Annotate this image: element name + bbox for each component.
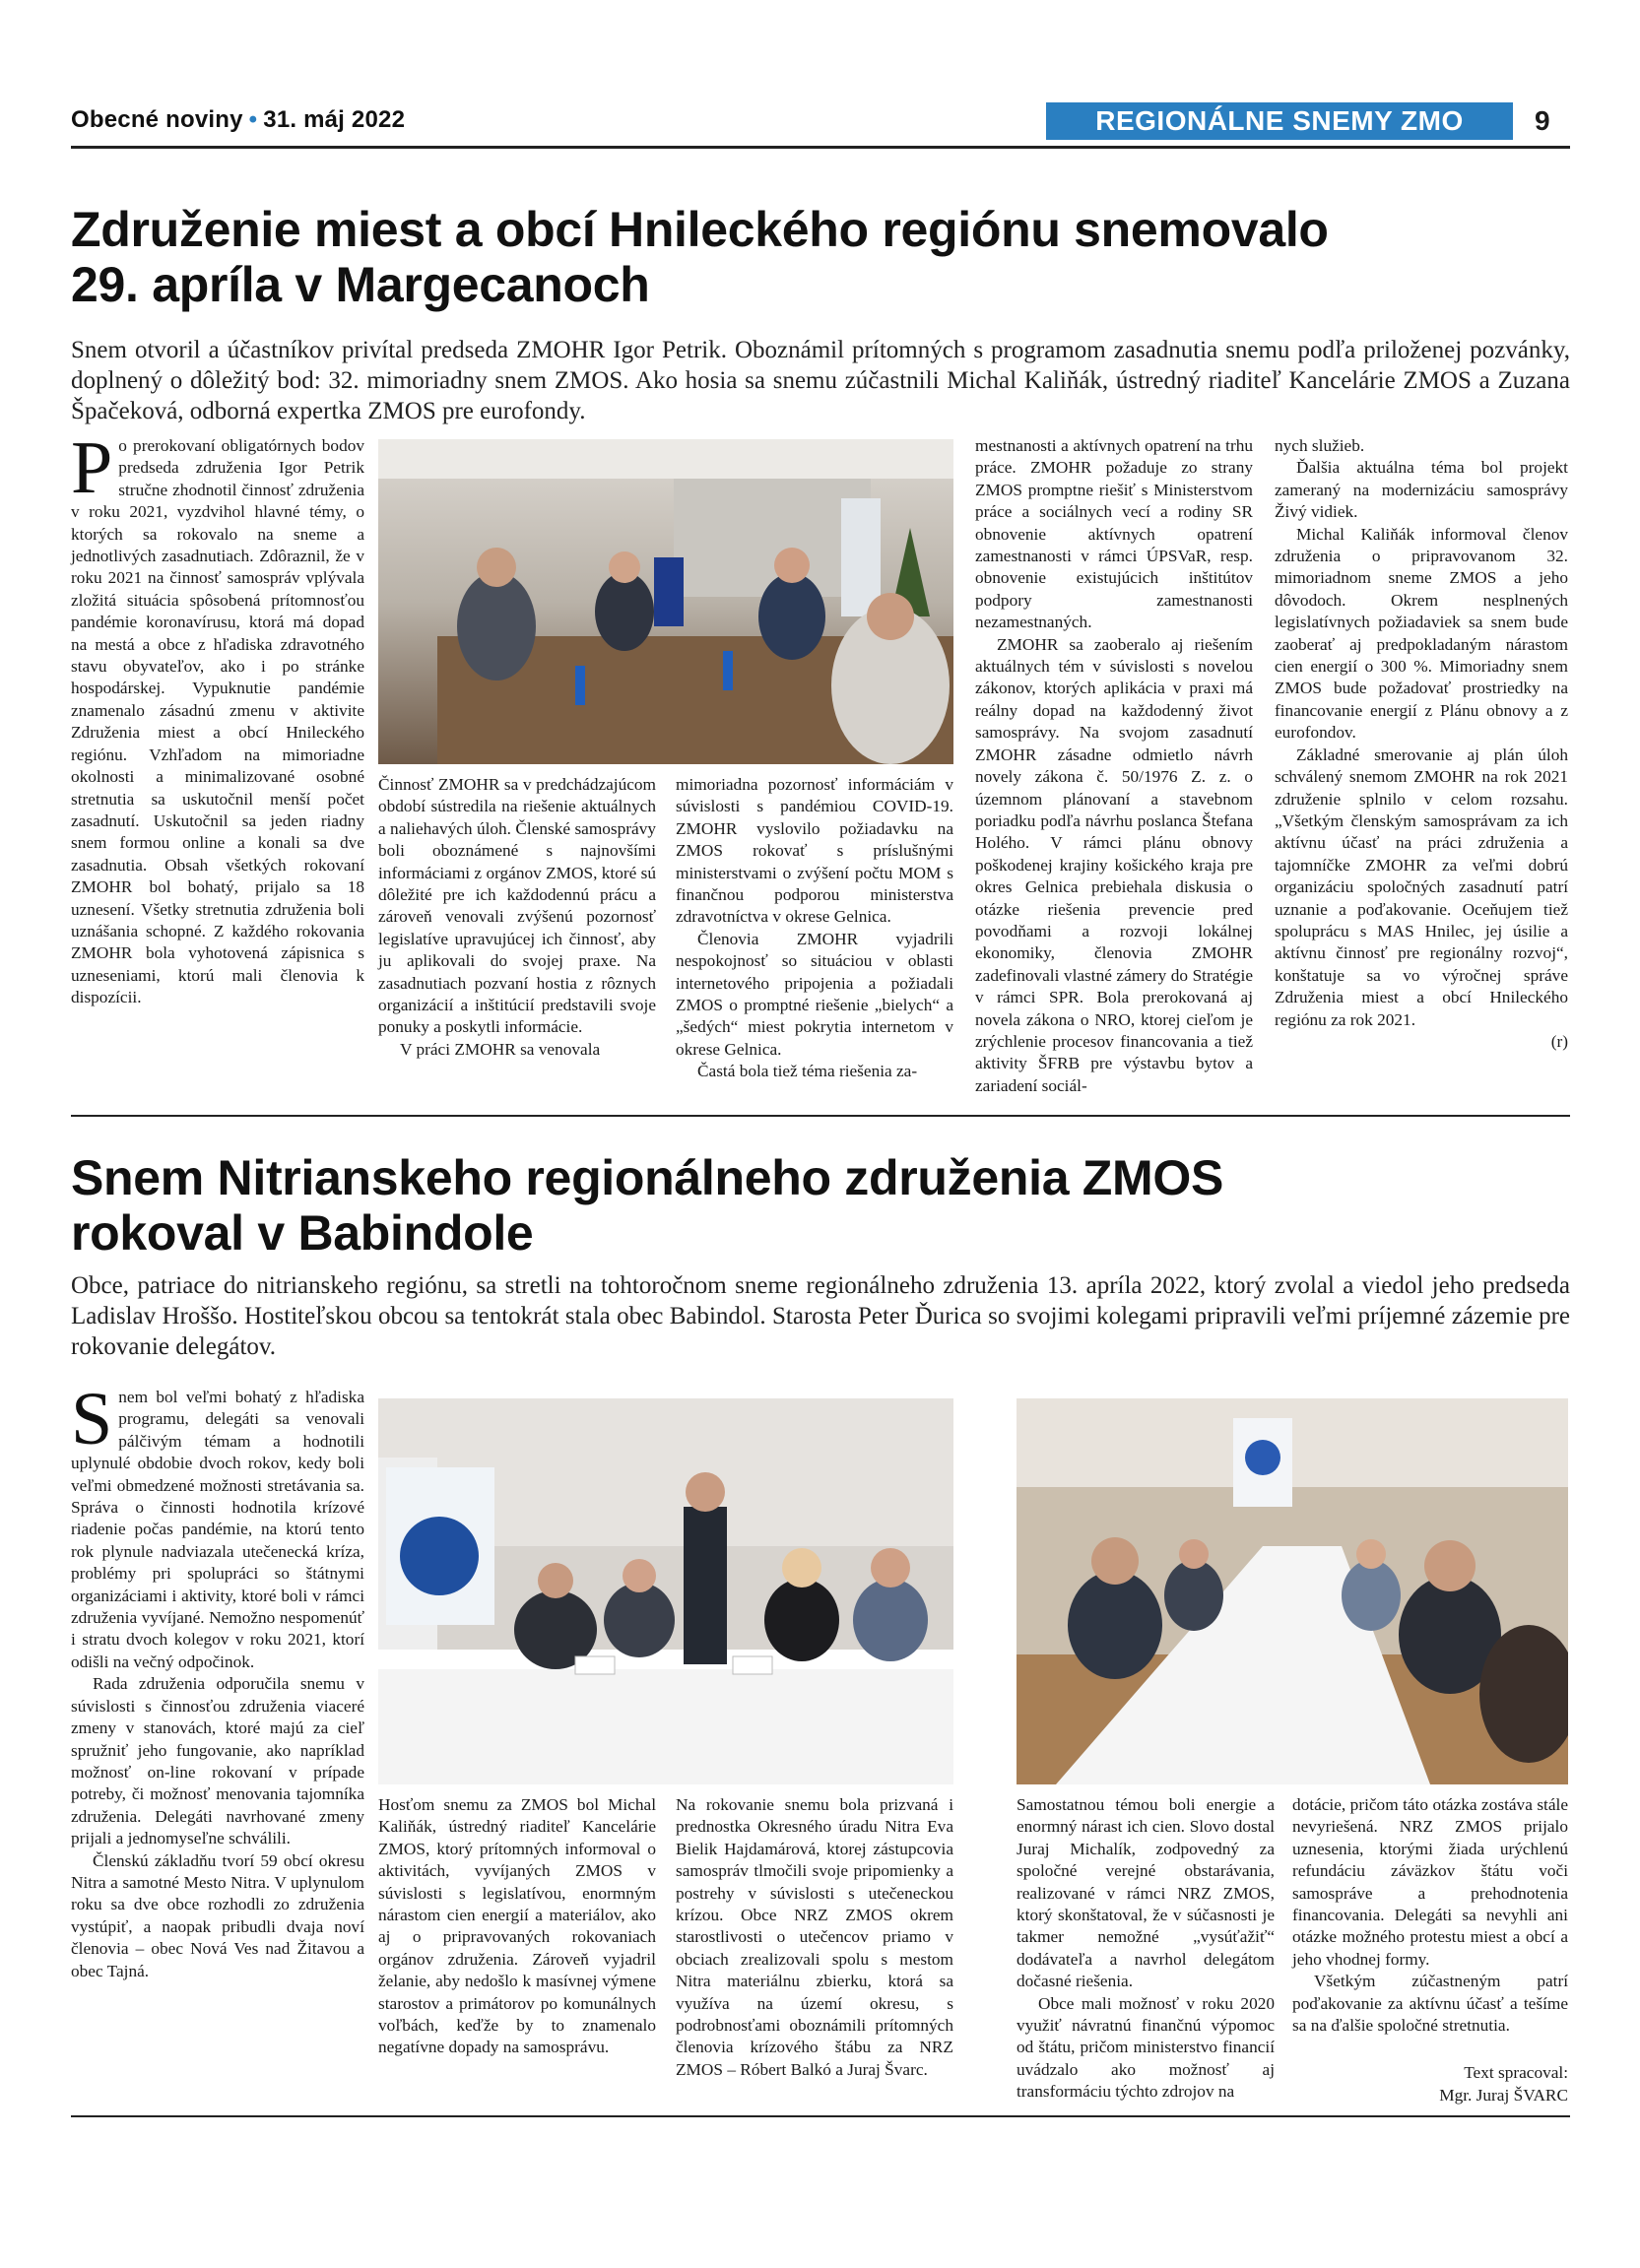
bottom-rule xyxy=(71,2115,1570,2117)
article2-col2: Hosťom snemu za ZMOS bol Michal Kaliňák, ústredný riaditeľ Kancelárie ZMOS, ktorý prítomných informoval o aktivitách, vyvíjaných ZMOS v súvislosti s legislatívou, enormným nárastom cien energií a materiálov, ako aj o pripravovaných rokovaniach orgánov združenia. Zároveň vyjadril želanie, aby nedošlo k masívnej výmene starostov a primátorov po komunálnych voľbách, keďže by to znamenalo negatívne dopady na samosprávu. xyxy=(378,1795,656,2057)
article1-col1: Po prerokovaní obligatórnych bodov predseda združenia Igor Petrik stručne zhodnotil činnosť združenia v roku 2021, vyzdvihol hlavné témy, o ktorých sa rokovalo na sneme a jednotlivých zasadnutiach. Zdôraznil, že v roku 2021 na činnosť samospráv vplývala zložitá situácia spôsobená prítomnosťou pandémie koronavírusu, ktorá má dopad na mestá a obce z hľadiska zdravotného stavu obyvateľov, ako i po stránke hospodárskej. Vypuknutie pandémie znamenalo zásadnú zmenu v aktivite Združenia miest a obcí Hnileckého regiónu. Vzhľadom na mimoriadne okolnosti a minimalizované osobné stretnutia sa uskutočnil menší počet zasadnutí. Uskutočnil sa jeden riadny snem formou online a konali sa dve zasadnutia. Obsah všetkých rokovaní ZMOHR bol bohatý, prijalo sa 18 uznesení. Všetky stretnutia združenia boli uznášania schopné. Z každého rokovania ZMOHR bola vyhotovená zápisnica s uzneseniami, ktorú mali členovia k dispozícii. xyxy=(71,426,364,1007)
article2-col3: Na rokovanie snemu bola prizvaná i prednostka Okresného úradu Nitra Eva Bielik Hajdamárová, ktorej zástupcovia samospráv tlmočili svoje pripomienky a postrehy v súvislosti s utečeneckou krízou. Obce NRZ ZMOS okrem starostlivosti o utečencov priamo v obciach zrealizovali spolu s mestom Nitra materiálnu zbierku, ktorá sa využíva na území okresu, s podrobnosťami oboznámili prítomných členovia krízového štábu za NRZ ZMOS – Róbert Balkó a Juraj Švarc. xyxy=(676,1795,953,2079)
masthead xyxy=(71,106,405,134)
article-divider xyxy=(71,1115,1570,1117)
separator-dot: • xyxy=(248,106,258,133)
article2-signature-name: Mgr. Juraj ŠVARC xyxy=(1439,2085,1568,2105)
publication-name: Obecné noviny xyxy=(71,106,243,133)
article2-col5: dotácie, pričom táto otázka zostáva stále nevyriešená. NRZ ZMOS prijalo uznesenia, ktorými žiada urýchlenú refundáciu záväzkov štátu voči samospráve a prehodnotenia financovania. Delegáti sa nevyhli ani otázke možného protestu miest a obcí a jeho vhodnej formy. Všetkým zúčastneným patrí poďakovanie za aktívnu účasť a tešíme sa na ďalšie spoločné stretnutia. Text spracoval: Mgr. Juraj ŠVARC xyxy=(1292,1794,1568,2106)
article1-signature: (r) xyxy=(1550,1031,1568,1051)
page-number: 9 xyxy=(1535,105,1550,136)
dropcap: S xyxy=(71,1378,113,1460)
article1-col3: mimoriadna pozornosť informáciám v súvislosti s pandémiou COVID-19. ZMOHR vyslovilo požiadavku na ZMOS rokovať s príslušnými ministerstvami o zvýšení počtu MOM s finančnou podporou ministerstva zdravotníctva v okrese Gelnica. Členovia ZMOHR vyjadrili nespokojnosť so situáciou v oblasti internetového pripojenia a požiadali ZMOS o promptné riešenie „bielych“ a „šedých“ miest pokrytia internetom v okrese Gelnica. Častá bola tiež téma riešenia za- xyxy=(676,775,953,1081)
speaker-at-table-photo xyxy=(378,1398,953,1784)
article1-col5: nych služieb. Ďalšia aktuálna téma bol projekt zameraný na modernizáciu samosprávy Živý vidiek. Michal Kaliňák informoval členov združenia o pripravovanom 32. mimoriadnom sneme ZMOS a jeho dôvodoch. Okrem nesplnených legislatívnych požiadaviek sa snem bude zaoberať aj predpokladaným nárastom cien energií o 300 %. Mimoriadny snem ZMOS bude požadovať prostriedky na financovanie energií z Plánu obnovy a z eurofondov. Základné smerovanie aj plán úloh schválený snemom ZMOHR na rok 2021 združenie splnilo v celom rozsahu. „Všetkým členským samosprávam za ich aktívnu účasť na práci združenia a tajomníčke ZMOHR za veľmi dobrú organizáciu spoločných zasadnutí patrí uznanie a poďakovanie. Oceňujem tiež spoluprácu s MAS Hnilec, jej úsilie a aktívnu činnosť pre regionálny rozvoj“, konštatuje sa vo výročnej správe Združenia miest a obcí Hnileckého regiónu za rok 2021. (r) xyxy=(1275,435,1568,1053)
article2-col1: Snem bol veľmi bohatý z hľadiska programu, delegáti sa venovali pálčivým témam a hodnotili uplynulé obdobie dvoch rokov, kedy boli veľmi obmedzené možnosti stretávania sa. Správa o činnosti hodnotila krízové riadenie počas pandémie, na ktorú tento rok plynule nadviazala utečenecká kríza, problémy pri spolupráci so štátnymi organizáciami i aktivity, ktoré boli v rámci združenia vyvíjané. Nemožno nespomenúť i stratu dvoch kolegov v roku 2021, ktorí odišli na večný odpočinok. Rada združenia odporučila snemu v súvislosti s činnosťou združenia viaceré zmeny v stanovách, ktoré majú za cieľ spružniť jeho fungovanie, ako napríklad možnosť on-line rokovaní v prípade potreby, či možnosť menovania tajomníka združenia. Delegáti navrhované zmeny prijali a jednomyseľne schválili. Členskú základňu tvorí 59 obcí okresu Nitra a samotné Mesto Nitra. V uplynulom roku sa dve obce rozhodli zo združenia vystúpiť, a naopak pribudli dvaja noví členovia – obec Nová Ves nad Žitavou a obec Tajná. xyxy=(71,1378,364,1980)
article1-headline: Združenie miest a obcí Hnileckého regiónu snemovalo 29. apríla v Margecanoch xyxy=(71,202,1329,312)
article2-col4: Samostatnou témou boli energie a enormný nárast ich cien. Slovo dostal Juraj Michalík, zodpovedný za spoločné verejné obstarávania, realizované v rámci NRZ ZMOS, ktorý skonštatoval, že v súčasnosti je takmer nemožné „vysúťažiť“ dodávateľa a navrhol delegátom dočasné riešenia. Obce mali možnosť v roku 2020 využiť návratnú finančnú výpomoc od štátu, pričom ministerstvo financií uvádzalo ako možnosť aj transformáciu týchto zdrojov na xyxy=(1017,1795,1275,2102)
section-tag: REGIONÁLNE SNEMY ZMO xyxy=(1046,102,1513,140)
article1-col4: mestnanosti a aktívnych opatrení na trhu práce. ZMOHR požaduje zo strany ZMOS promptne riešiť s Ministerstvom práce a sociálnych vecí a rodiny SR obnovenie aktívnych opatrení zamestnanosti v rámci ÚPSVaR, resp. obnovenie existujúcich inštitútov podpory zamestnanosti nezamestnaných. ZMOHR sa zaoberalo aj riešením aktuálnych tém v súvislosti s novelou zákonov, ktorých aplikácia v praxi má reálny dopad na každodenný život samosprávy. Na svojom zasadnutí ZMOHR zásadne odmietlo návrh novely zákona č. 50/1976 Z. z. o územnom plánovaní a stavebnom poriadku podľa návrhu poslanca Štefana Holého. V rámci plánu obnovy poškodenej krajiny košického kraja pre okres Gelnica prebiehala diskusia o otázke riešenia prevencie pred povodňami a rozvoji lokálnej ekonomiky, členovia ZMOHR zadefinovali vlastné zámery do Stratégie v rámci SPR. Bola prerokovaná aj novela zákona o NRO, ktorej cieľom je zrýchlenie procesov financovania a tiež aktivity ŠFRB pre výstavbu bytov a zariadení sociál- xyxy=(975,436,1253,1095)
article2-lead: Obce, patriace do nitrianskeho regiónu, sa stretli na tohtoročnom sneme regionálneho združenia 13. apríla 2022, ktorý zvolal a viedol jeho predseda Ladislav Hroššo. Hostiteľskou obcou sa tentokrát stala obec Babindol. Starosta Peter Ďurica so svojimi kolegami pripravili veľmi príjemné zázemie pre rokovanie delegátov. xyxy=(71,1272,1570,1360)
hall-delegates-photo xyxy=(1017,1398,1568,1784)
article2-signature-label: Text spracoval: xyxy=(1464,2063,1568,2083)
meeting-room-photo xyxy=(378,439,953,764)
issue-date: 31. máj 2022 xyxy=(263,106,406,133)
article1-lead: Snem otvoril a účastníkov privítal predseda ZMOHR Igor Petrik. Oboznámil prítomných s programom zasadnutia snemu podľa priloženej pozvánky, doplnený o dôležitý bod: 32. mimoriadny snem ZMOS. Ako hosia sa snemu zúčastnili Michal Kaliňák, ústredný riaditeľ Kancelárie ZMOS a Zuzana Špačeková, odborná expertka ZMOS pre eurofondy. xyxy=(71,337,1570,424)
header-rule xyxy=(71,146,1570,149)
dropcap: P xyxy=(71,426,113,509)
article1-col2: Činnosť ZMOHR sa v predchádzajúcom období sústredila na riešenie aktuálnych a naliehavých úloh. Členské samosprávy boli oboznámené s najnovšími informáciami z orgánov ZMOS, ktoré sú dôležité pre ich každodennú prácu a zároveň venovali zvýšenú pozornosť legislatíve upravujúcej ich činnosť, aby ju aplikovali do svojej praxe. Na zasadnutiach pozvaní hostia z rôznych organizácií a inštitúcií predstavili svoje ponuky a poskytli informácie. V práci ZMOHR sa venovala xyxy=(378,775,656,1059)
article2-headline: Snem Nitrianskeho regionálneho združenia ZMOS rokoval v Babindole xyxy=(71,1150,1224,1261)
